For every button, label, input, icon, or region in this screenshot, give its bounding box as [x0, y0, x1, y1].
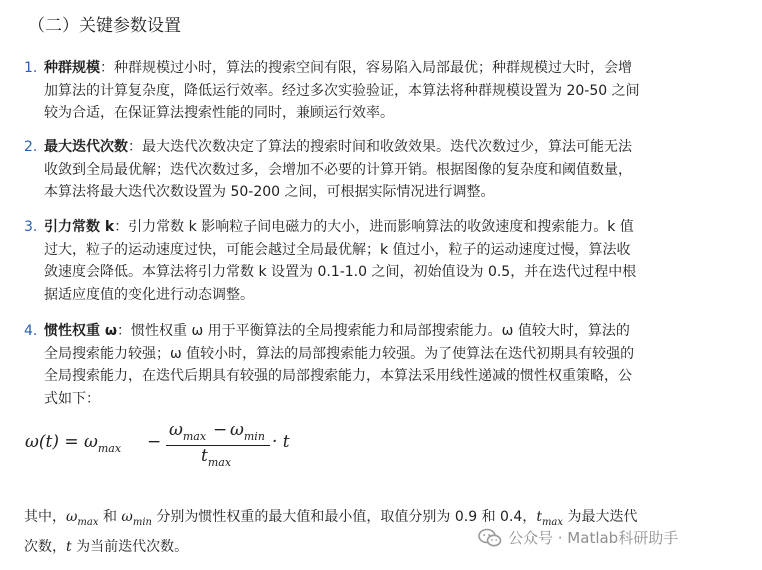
math-omega-max: $\omega_{max}$	[66, 509, 99, 528]
formula-denominator: t	[201, 446, 208, 466]
section-heading: （二）关键参数设置	[28, 16, 181, 36]
note-text: 和	[98, 509, 122, 525]
list-item-text: 全局搜索能力，在迭代后期具有较强的局部搜索能力，本算法采用线性递减的惯性权重策略，公	[44, 368, 632, 384]
list-item-text: 全局搜索能力较强；ω 值较小时，算法的局部搜索能力较强。为了使算法在迭代初期具有较强的	[44, 345, 635, 362]
list-item	[24, 216, 728, 306]
formula-numerator-minus: −	[213, 420, 228, 440]
list-item-text: 据适应度值的变化进行动态调整。	[44, 286, 254, 303]
list-item-text: 收敛到全局最优解；迭代次数过多，会增加不必要的计算开销。根据图像的复杂度和阈值数量，	[44, 161, 632, 178]
list-item-text: ：引力常数 k 影响粒子间电磁力的大小，进而影响算法的收敛速度和搜索能力。k 值	[114, 219, 634, 235]
list-item-text: ：惯性权重 ω 用于平衡算法的全局搜索能力和局部搜索能力。ω 值较大时，算法的	[117, 323, 630, 339]
list-item-text: 较为合适，在保证算法搜索性能的同时，兼顾运行效率。	[44, 105, 394, 121]
list-item-text: ：种群规模过小时，算法的搜索空间有限，容易陷入局部最优；种群规模过大时，会增	[100, 60, 632, 76]
list-number: 3.	[24, 219, 38, 235]
math-t-max: $t_{max}$	[536, 509, 564, 528]
wechat-logo-icon	[478, 528, 502, 548]
list-item-term: 最大迭代次数	[44, 139, 128, 155]
list-number: 2.	[24, 139, 38, 155]
math-t: t	[66, 539, 72, 555]
formula-numerator-b: ω	[230, 420, 244, 440]
list-item-text: 过大，粒子的运动速度过快，可能会越过全局最优解；k 值过小，粒子的运动速度过慢，算法收	[44, 241, 631, 258]
list-item	[24, 136, 728, 204]
inertia-weight-formula	[25, 418, 290, 469]
note-text: 分别为惯性权重的最大值和最小值，取值分别为 0.9 和 0.4，	[151, 509, 537, 525]
list-item-term: 种群规模	[44, 60, 100, 76]
list-number: 1.	[24, 60, 38, 76]
formula-denominator-sub: max	[207, 456, 232, 469]
formula-lhs: ω(t) = ω	[25, 432, 98, 452]
list-item-text: 敛速度会降低。本算法将引力常数 k 设置为 0.1-1.0 之间，初始值设为 0.5，并在迭代过程中根	[44, 264, 637, 280]
list-item	[24, 320, 728, 410]
list-item-text: 加算法的计算复杂度，降低运行效率。经过多次实验验证，本算法将种群规模设置为 20-50 之间	[44, 82, 640, 99]
watermark	[478, 527, 678, 548]
list-item-text: 本算法将最大迭代次数设置为 50-200 之间，可根据实际情况进行调整。	[44, 184, 495, 200]
formula-numerator-a: ω	[169, 420, 183, 440]
watermark-text: 公众号 · Matlab科研助手	[508, 529, 679, 547]
formula-numerator-a-sub: max	[182, 430, 207, 443]
math-omega-min: $\omega_{min}$	[121, 509, 152, 528]
note-text: 为当前迭代次数。	[71, 539, 189, 555]
note-text: 次数，	[24, 539, 66, 555]
note-text: 为最大迭代	[563, 509, 638, 525]
formula-numerator-b-sub: min	[243, 430, 265, 443]
list-item-term: 惯性权重 ω	[44, 323, 118, 339]
formula-tail: · t	[272, 432, 290, 452]
list-item-text: 式如下：	[44, 390, 100, 407]
list-item-text: ：最大迭代次数决定了算法的搜索时间和收敛效果。迭代次数过少，算法可能无法	[128, 139, 632, 155]
list-item	[24, 57, 728, 125]
list-item-term: 引力常数 k	[44, 219, 115, 235]
list-number: 4.	[24, 323, 38, 339]
formula-minus: −	[147, 432, 162, 452]
note-text: 其中，	[24, 509, 66, 525]
formula-lhs-sub: max	[97, 442, 122, 455]
